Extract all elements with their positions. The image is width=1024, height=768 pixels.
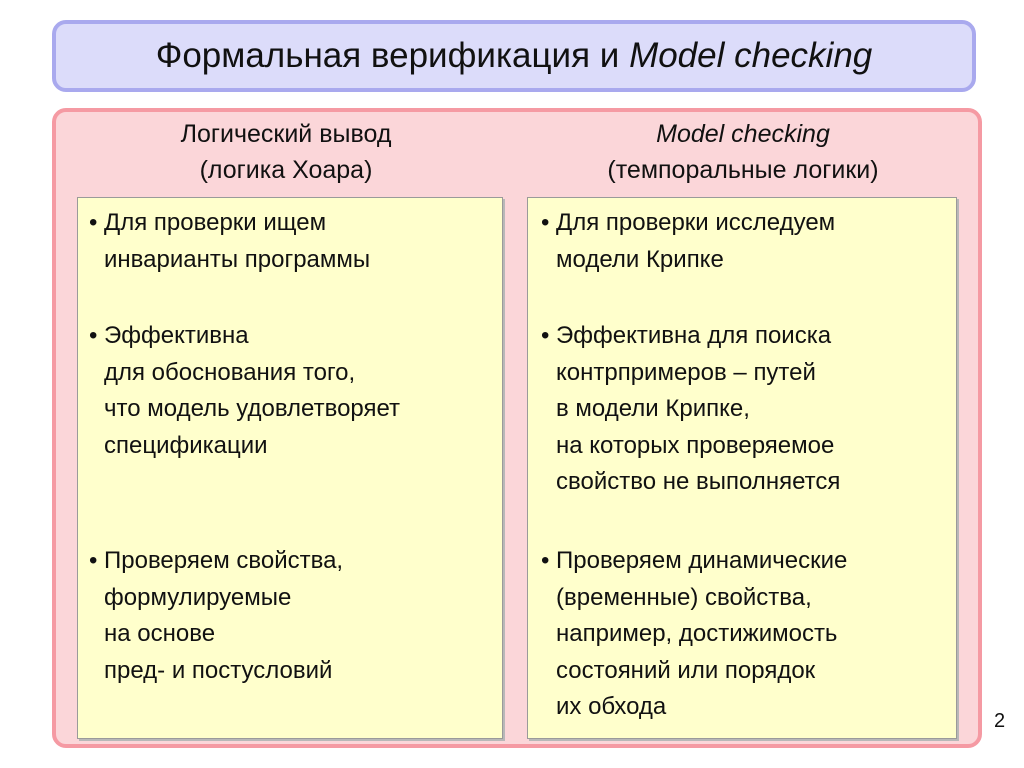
bullet-dot: • <box>89 547 98 574</box>
right-header-title: Model checking <box>656 120 830 148</box>
bullet-line: контрпримеров – путей <box>556 358 816 386</box>
bullet-line: Для проверки ищем <box>104 209 327 236</box>
bullet-line: на которых проверяемое <box>556 431 835 459</box>
bullet-line: состояний или порядок <box>556 656 816 684</box>
left-card <box>77 197 503 739</box>
right-header-subtitle: (темпоральные логики) <box>607 156 879 184</box>
bullet-line: Эффективна для поиска <box>556 322 832 349</box>
bullet-line: Проверяем динамические <box>556 547 848 574</box>
bullet-dot: • <box>89 209 98 236</box>
bullet-line: пред- и постусловий <box>104 656 333 684</box>
right-column-header <box>528 116 958 188</box>
left-header-subtitle: (логика Хоара) <box>199 156 373 184</box>
left-bullet-2 <box>89 318 401 464</box>
bullet-line: инварианты программы <box>104 245 371 273</box>
bullet-line: в модели Крипке, <box>556 395 750 422</box>
bullet-line: Для проверки исследуем <box>556 209 836 236</box>
bullet-line: модели Крипке <box>556 245 724 273</box>
bullet-line: свойство не выполняется <box>556 468 841 495</box>
bullet-line: например, достижимость <box>556 620 838 647</box>
left-column-header <box>80 116 492 188</box>
left-header-title: Логический вывод <box>180 120 392 148</box>
bullet-line: для обоснования того, <box>104 358 356 386</box>
bullet-dot: • <box>541 209 550 236</box>
page-number: 2 <box>994 710 1006 732</box>
left-bullet-3 <box>89 543 344 689</box>
slide-title-italic: Model checking <box>629 36 873 75</box>
bullet-line: на основе <box>104 620 216 647</box>
bullet-line: (временные) свойства, <box>556 583 812 611</box>
slide-title <box>52 20 976 92</box>
left-bullet-1 <box>89 205 371 278</box>
slide-title-regular: Формальная верификация и <box>155 36 630 75</box>
bullet-line: Эффективна <box>104 322 249 349</box>
right-bullet-1 <box>541 205 836 278</box>
bullet-dot: • <box>89 322 98 349</box>
right-card <box>527 197 957 739</box>
bullet-line: спецификации <box>104 431 268 459</box>
bullet-dot: • <box>541 547 550 574</box>
bullet-dot: • <box>541 322 550 349</box>
bullet-line: Проверяем свойства, <box>104 547 344 574</box>
bullet-line: формулируемые <box>104 583 292 611</box>
right-bullet-3 <box>541 543 848 726</box>
bullet-line: их обхода <box>556 693 667 720</box>
bullet-line: что модель удовлетворяет <box>104 395 401 422</box>
right-bullet-2 <box>541 318 841 501</box>
